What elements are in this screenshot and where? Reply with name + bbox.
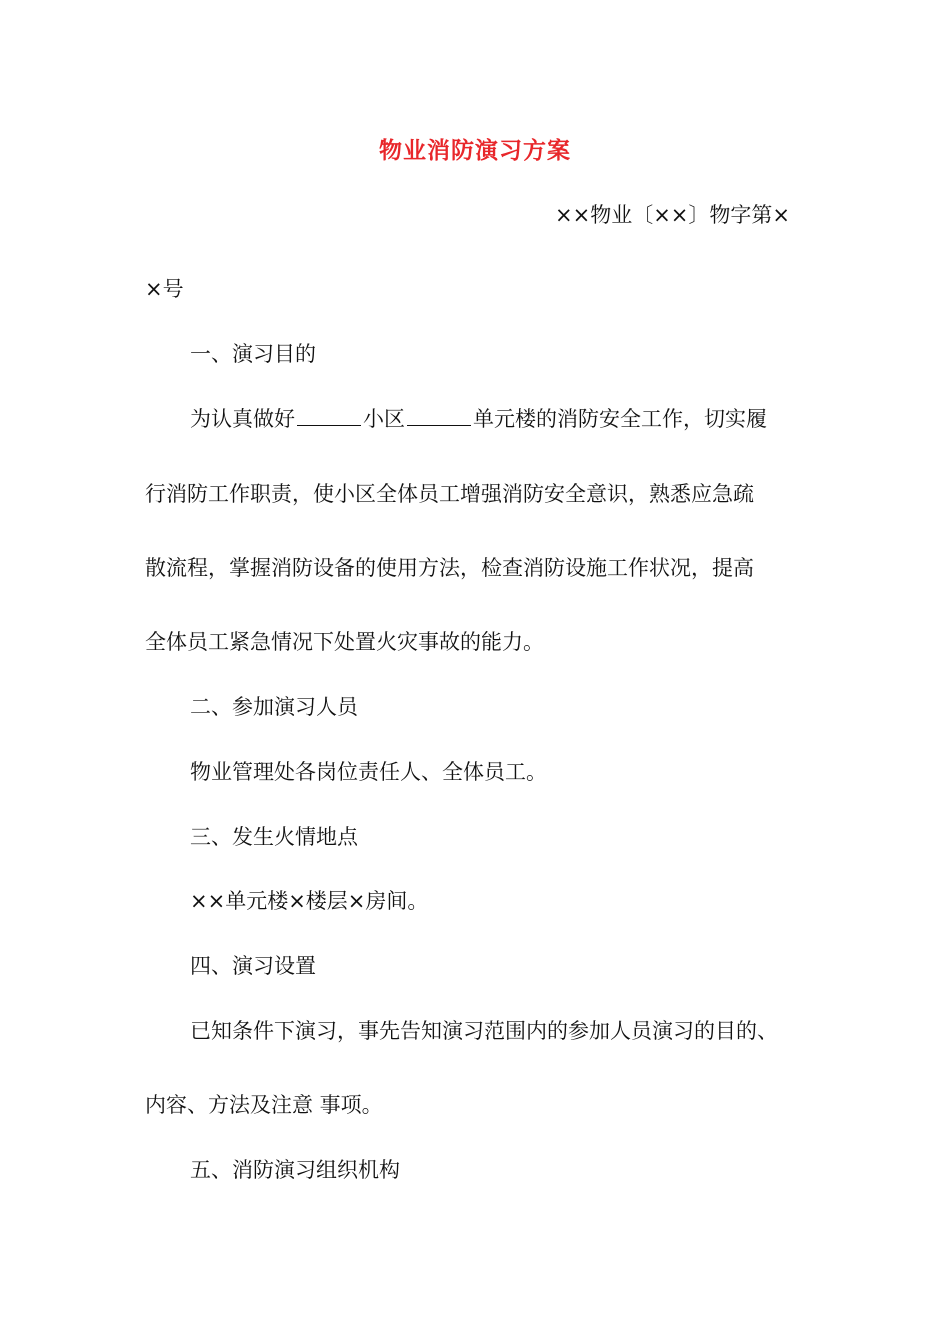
text-segment: 小区 (363, 407, 405, 431)
document-number-continued: ×号 (145, 277, 184, 301)
purpose-paragraph-line: 全体员工紧急情况下处置火灾事故的能力。 (145, 630, 544, 654)
section-heading-participants: 二、参加演习人员 (190, 695, 358, 719)
purpose-paragraph-line: 散流程，掌握消防设备的使用方法，检查消防设施工作状况，提高 (145, 556, 754, 580)
purpose-paragraph-line: 行消防工作职责，使小区全体员工增强消防安全意识，熟悉应急疏 (145, 482, 754, 506)
setup-paragraph-line: 已知条件下演习，事先告知演习范围内的参加人员演习的目的、 (190, 1019, 778, 1043)
fill-in-blank (297, 405, 361, 426)
section-heading-purpose: 一、演习目的 (190, 342, 316, 366)
section-heading-organization: 五、消防演习组织机构 (190, 1158, 400, 1182)
fill-in-blank (407, 405, 471, 426)
text-segment: 单元楼的消防安全工作，切实履 (473, 407, 767, 431)
participants-body: 物业管理处各岗位责任人、全体员工。 (190, 760, 547, 784)
location-body: ××单元楼×楼层×房间。 (190, 889, 429, 913)
document-number: ××物业〔××〕物字第× (555, 203, 790, 227)
setup-paragraph-line: 内容、方法及注意 事项。 (145, 1093, 383, 1117)
section-heading-location: 三、发生火情地点 (190, 825, 358, 849)
text-segment: 为认真做好 (190, 407, 295, 431)
document-title: 物业消防演习方案 (379, 138, 571, 164)
section-heading-setup: 四、演习设置 (190, 954, 316, 978)
purpose-paragraph-line (190, 404, 767, 434)
